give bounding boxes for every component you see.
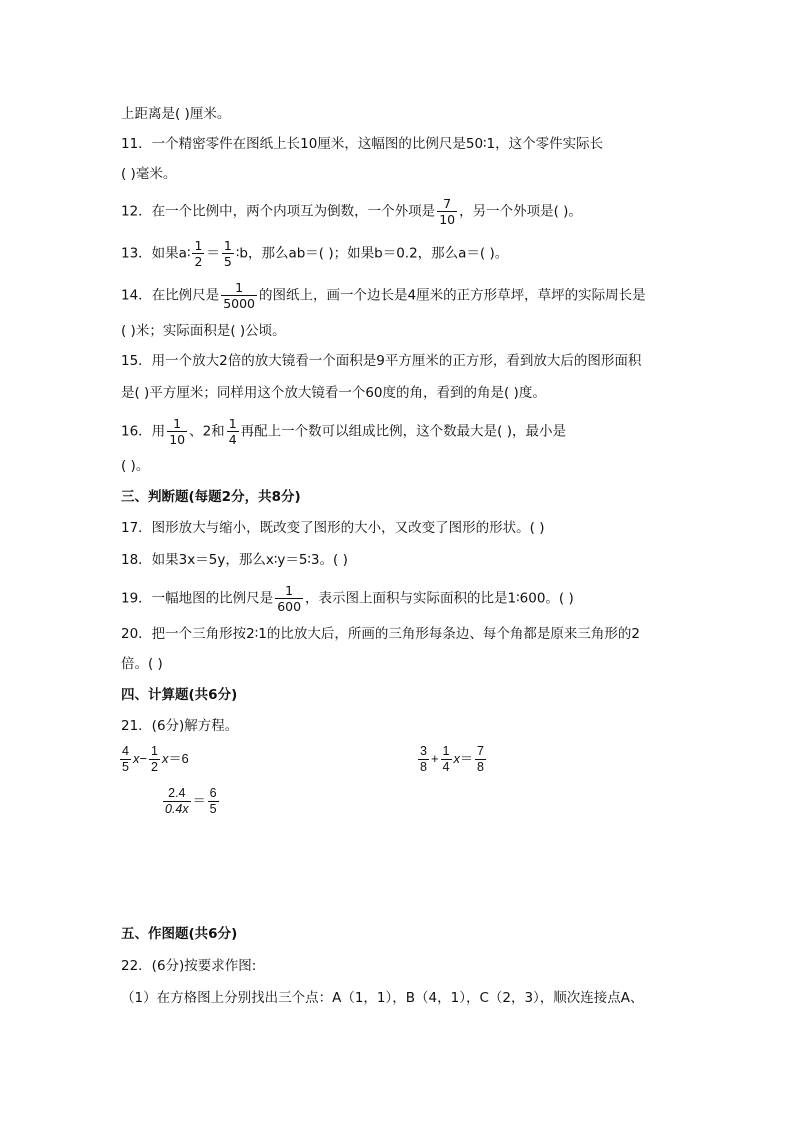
fraction-denominator: 5 — [122, 760, 129, 774]
fraction-numerator: 1 — [194, 238, 203, 253]
q13-pre: 13．如果a∶ — [121, 245, 191, 262]
variable-x: x — [162, 750, 169, 766]
fraction-denominator: 4 — [442, 760, 450, 774]
fraction-numerator: 7 — [443, 196, 452, 211]
question-19 — [121, 583, 574, 614]
fraction-numerator: 1 — [285, 583, 294, 598]
equals-sign: ＝ — [192, 792, 206, 808]
q19-post: ，表示图上面积与实际面积的比是1∶600。( ) — [305, 590, 574, 607]
question-14-line2: ( )米；实际面积是( )公顷。 — [121, 323, 286, 339]
fraction — [275, 583, 303, 614]
q12-post: ，另一个外项是( )。 — [459, 203, 582, 220]
question-16-line1 — [121, 416, 566, 447]
question-22: 22．(6分)按要求作图: — [121, 958, 257, 974]
question-17: 17．图形放大与缩小，既改变了图形的大小，又改变了图形的形状。( ) — [121, 520, 545, 536]
fraction — [149, 744, 160, 775]
fraction-numerator: 7 — [477, 744, 484, 758]
fraction-denominator: 2 — [194, 254, 203, 269]
question-21: 21．(6分)解方程。 — [121, 718, 239, 734]
question-12 — [121, 196, 582, 227]
fraction-numerator: 1 — [173, 416, 182, 431]
fraction-numerator: 1 — [151, 744, 158, 758]
fraction-numerator: 1 — [223, 238, 232, 253]
fraction-numerator: 3 — [420, 744, 427, 758]
section-4-heading: 四、计算题(共6分) — [121, 687, 238, 703]
q16-pre: 16．用 — [121, 423, 166, 440]
equation-3 — [161, 786, 221, 817]
equals-sign: ＝ — [460, 750, 474, 766]
q16-post: 再配上一个数可以组成比例，这个数最大是( )，最小是 — [240, 423, 566, 440]
fraction — [163, 786, 191, 817]
fraction — [192, 238, 204, 269]
equation-2 — [416, 744, 488, 775]
fraction-numerator: 4 — [122, 744, 129, 758]
equation-rhs: ＝6 — [168, 750, 189, 766]
fraction-denominator: 8 — [420, 760, 427, 774]
q12-pre: 12．在一个比例中，两个内项互为倒数，一个外项是 — [121, 203, 436, 220]
operator: + — [430, 750, 439, 766]
fraction-numerator: 1 — [442, 744, 450, 758]
fraction-denominator: 5000 — [223, 296, 255, 311]
fraction-denominator: 8 — [477, 760, 484, 774]
question-22-part-1: （1）在方格图上分别找出三个点：A（1，1），B（4，1），C（2，3），顺次连接点A、 — [121, 990, 644, 1006]
question-18: 18．如果3x＝5y，那么x∶y＝5∶3。( ) — [121, 552, 348, 568]
fraction-numerator: 2.4 — [168, 786, 186, 800]
fraction — [208, 786, 219, 817]
q13-post: ∶b，那么ab＝( )；如果b＝0.2，那么a＝( )。 — [235, 245, 509, 262]
fraction-denominator: 5 — [209, 802, 217, 816]
fraction-denominator: 10 — [439, 212, 456, 227]
q14-pre: 14．在比例尺是 — [121, 287, 220, 304]
question-15-line2: 是( )平方厘米；同样用这个放大镜看一个60度的角，看到的角是( )度。 — [121, 385, 546, 401]
question-20-line2: 倍。( ) — [121, 656, 163, 672]
operator: − — [139, 750, 148, 766]
section-5-heading: 五、作图题(共6分) — [121, 926, 238, 942]
fraction-denominator: 0.4x — [165, 802, 189, 816]
variable-x: x — [453, 750, 460, 766]
fraction — [120, 744, 131, 775]
fraction — [475, 744, 486, 775]
fraction-denominator: 10 — [169, 432, 186, 447]
fraction — [222, 238, 234, 269]
fraction-denominator: 4 — [228, 432, 237, 447]
question-13 — [121, 238, 508, 269]
q13-mid: ＝ — [206, 245, 220, 262]
fraction — [221, 280, 257, 311]
question-11-line2: ( )毫米。 — [121, 166, 177, 182]
section-3-heading: 三、判断题(每题2分，共8分) — [121, 489, 301, 505]
question-20-line1: 20．把一个三角形按2∶1的比放大后，所画的三角形每条边、每个角都是原来三角形的2 — [121, 626, 640, 642]
q14-post: 的图纸上，画一个边长是4厘米的正方形草坪，草坪的实际周长是 — [259, 287, 646, 304]
fraction — [437, 196, 457, 227]
fraction-numerator: 1 — [228, 416, 237, 431]
fraction — [418, 744, 429, 775]
fraction-denominator: 5 — [223, 254, 232, 269]
question-11-line1: 11．一个精密零件在图纸上长10厘米，这幅图的比例尺是50∶1，这个零件实际长 — [121, 136, 604, 152]
fraction — [167, 416, 187, 447]
fraction — [441, 744, 452, 775]
q10-tail: 上距离是( )厘米。 — [121, 106, 231, 122]
variable-x: x — [132, 750, 140, 766]
fraction-numerator: 6 — [209, 786, 217, 800]
question-16-line2: ( )。 — [121, 458, 150, 474]
fraction-numerator: 1 — [235, 280, 244, 295]
fraction-denominator: 2 — [151, 760, 158, 774]
fraction — [227, 416, 239, 447]
fraction-denominator: 600 — [277, 599, 302, 614]
q16-mid: 、2和 — [189, 423, 225, 440]
question-14-line1 — [121, 280, 646, 311]
equation-1 — [118, 744, 189, 775]
question-15-line1: 15．用一个放大2倍的放大镜看一个面积是9平方厘米的正方形，看到放大后的图形面积 — [121, 353, 642, 369]
q19-pre: 19．一幅地图的比例尺是 — [121, 590, 274, 607]
